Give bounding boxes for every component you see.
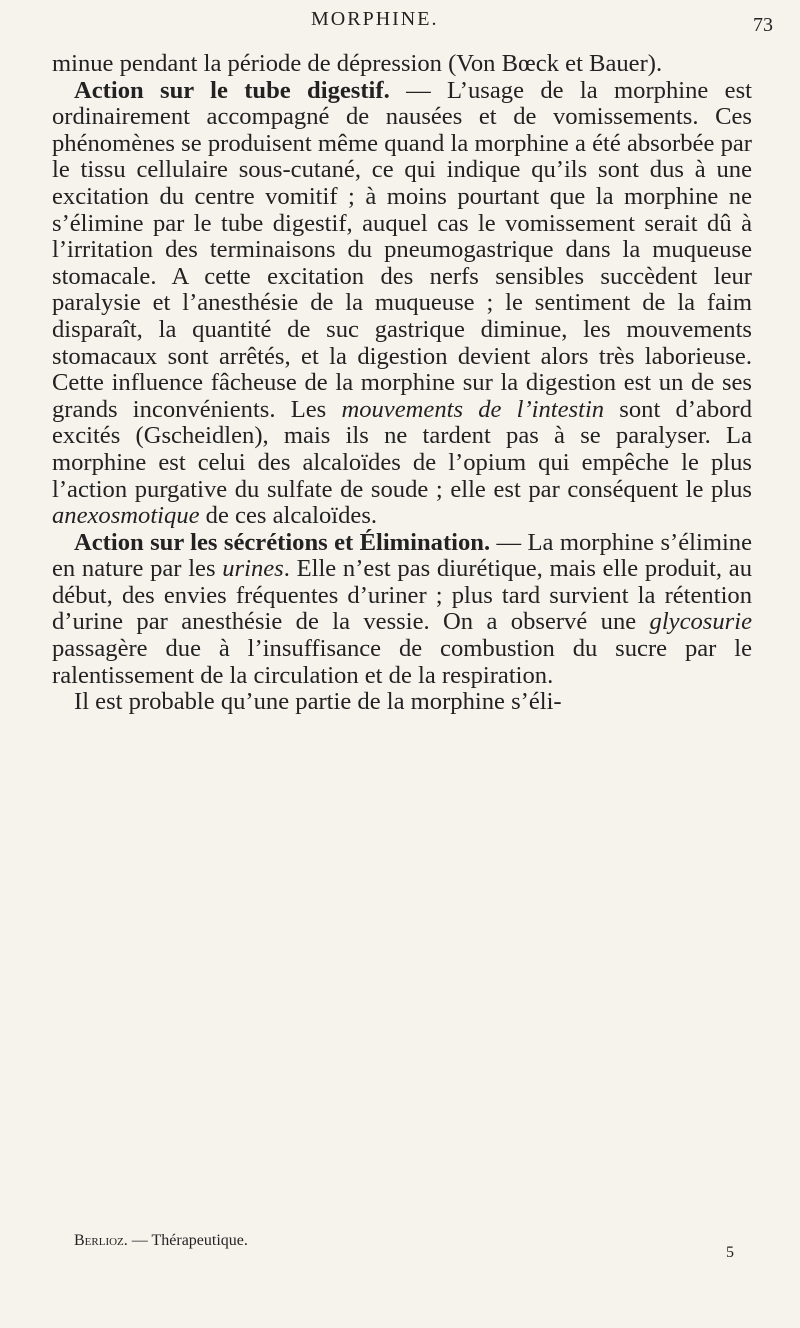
emphasis-urines: urines xyxy=(222,555,284,583)
paragraph-secretions xyxy=(52,530,752,690)
paragraph-digestive-text-b: sont d’abord excités (Gscheidlen), mais ils ne tardent pas à se paralyser. La morphine est celui des alcaloïdes de l’opium qui empêche le plus l’action purgative du sulfate de soude ; elle est par conséquent le plus xyxy=(52,395,752,503)
paragraph-secretions-text-c: passagère due à l’insuffisance de combustion du sucre par le ralentissement de la circulation et de la respiration. xyxy=(52,635,752,689)
paragraph-4 xyxy=(52,689,752,716)
paragraph-4-text: Il est probable qu’une partie de la morphine s’éli- xyxy=(74,688,562,716)
footer-note xyxy=(74,1232,248,1250)
paragraph-secretions-text-b: . Elle n’est pas diurétique, mais elle produit, au début, des envies fréquentes d’uriner ; plus tard survient la rétention d’urine par anesthésie de la vessie. On a observé une xyxy=(52,555,752,636)
paragraph-digestive-text-a: — L’usage de la morphine est ordinairement accompagné de nausées et de vomissements. Ces phénomènes se produisent même quand la morphine a été absorbée par le tissu cellulaire sous-cutané, ce qui indique qu’ils sont dus à une excitation du centre vomitif ; à moins pourtant que la morphine ne s’élimine par le tube digestif, auquel cas le vomissement serait dû à l’irritation des terminaisons du pneumogastrique dans la muqueuse stomacale. A cette excitation des nerfs sensibles succèdent leur paralysie et l’anesthésie de la muqueuse ; le sentiment de la faim disparaît, la quantité de suc gastrique diminue, les mouvements stomacaux sont arrêtés, et la digestion devient alors très laborieuse. Cette influence fâcheuse de la morphine sur la digestion est un de ses grands inconvénients. Les xyxy=(52,76,752,423)
emphasis-anexosmotique: anexosmotique xyxy=(52,502,200,530)
emphasis-intestine: mouvements de l’intestin xyxy=(341,395,605,423)
signature-mark: 5 xyxy=(726,1244,734,1261)
paragraph-1 xyxy=(52,51,752,78)
section-heading-secretions: Action sur les sécrétions et Élimination. xyxy=(74,528,491,556)
paragraph-digestive-text-c: de ces alcaloïdes. xyxy=(199,502,378,530)
body-text xyxy=(52,51,752,716)
footer-work: Thérapeutique. xyxy=(151,1232,248,1249)
footer-separator: — xyxy=(127,1232,152,1249)
footer-author: Berlioz. xyxy=(74,1232,128,1249)
page-number: 73 xyxy=(753,14,773,36)
paragraph-secretions-text-a: — La morphine s’élimine en nature par les xyxy=(52,528,752,583)
section-heading-digestive: Action sur le tube digestif. xyxy=(74,76,390,104)
paragraph-1-text: minue pendant la période de dépression (Von Bœck et Bauer). xyxy=(52,50,663,77)
paragraph-digestive xyxy=(52,78,752,530)
running-title: MORPHINE. xyxy=(311,8,439,30)
emphasis-glycosurie: glycosurie xyxy=(649,608,752,636)
